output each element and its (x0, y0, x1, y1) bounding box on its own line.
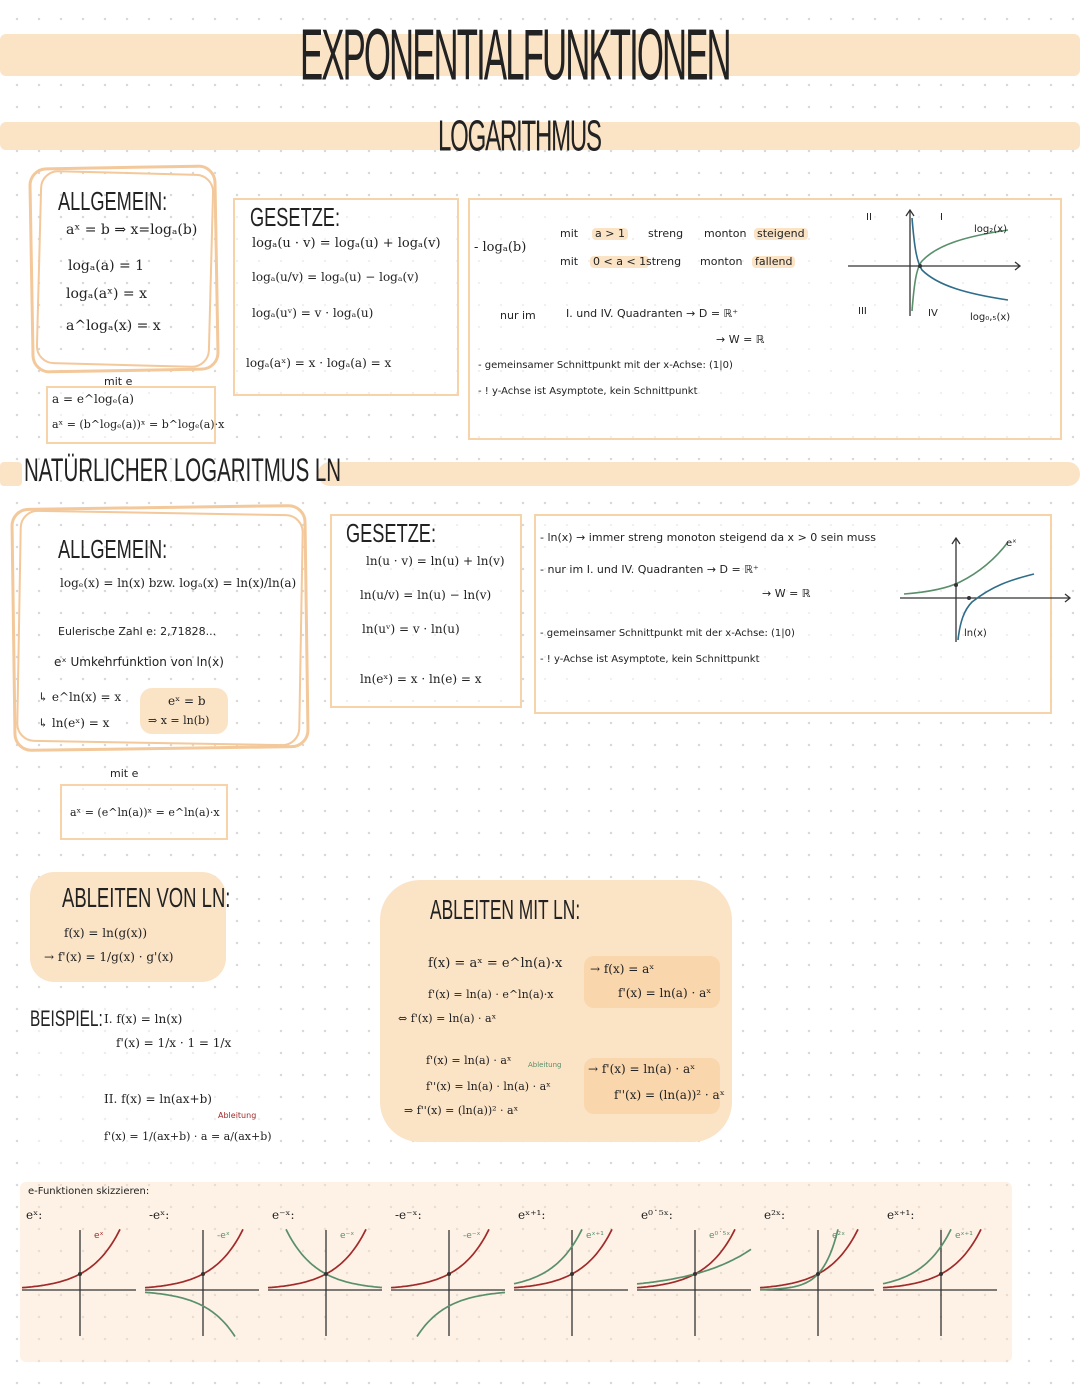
label-log05: log₀,₅(x) (970, 312, 1011, 323)
aml-l2: f'(x) = ln(a) · e^ln(a)·x (428, 988, 554, 1001)
quadrant-II: II (866, 212, 872, 223)
gesetze2-l4: ln(eˣ) = x · ln(e) = x (360, 672, 482, 686)
sketch-curve-variant (286, 1229, 382, 1287)
log-graph (848, 206, 1048, 326)
allgemein-line3: logₐ(aˣ) = x (66, 286, 147, 302)
sketch-row (20, 1204, 1010, 1354)
euler-label: Eulerische Zahl e: 2,71828... (58, 625, 217, 638)
sketch-label-1: eˣ: (26, 1208, 43, 1222)
sketch-label-8: eˣ⁺¹: (887, 1208, 915, 1222)
sketch-label-3: e⁻ˣ: (272, 1208, 295, 1222)
sketch-curve-variant (637, 1249, 751, 1284)
sketch-curve-label-5: eˣ⁺¹ (586, 1231, 604, 1241)
eig2-l1: - ln(x) → immer streng monoton steigend da x > 0 sein muss (540, 531, 876, 544)
sketch-point (324, 1272, 328, 1276)
sketch-label-7: e²ˣ: (764, 1208, 786, 1222)
gesetze2-l2: ln(u/v) = ln(u) − ln(v) (360, 588, 492, 602)
ln-pill-1: eˣ = b (168, 694, 206, 708)
beispiel-b1: I. f(x) = ln(x) (104, 1012, 183, 1026)
ableiten-ln-heading: ABLEITEN VON LN: (62, 882, 231, 913)
allgemein-line6: aˣ = (b^logₑ(a))ˣ = b^logₑ(a)·x (52, 418, 225, 431)
quadranten-label: I. und IV. Quadranten → D = ℝ⁺ (566, 307, 739, 320)
sketch-plot-5 (512, 1228, 632, 1338)
page-title: EXPONENTIALFUNKTIONEN (300, 13, 730, 96)
sketch-label-2: -eˣ: (149, 1208, 170, 1222)
label-lnx: ln(x) (964, 628, 987, 639)
cond-a-gt-1: a > 1 (592, 228, 628, 240)
beispiel-b1d: f'(x) = 1/x · 1 = 1/x (116, 1036, 232, 1050)
gesetze-heading-1: GESETZE: (250, 202, 341, 232)
eig2-l2: - nur im I. und IV. Quadranten → D = ℝ⁺ (540, 563, 759, 576)
streng-2: streng (646, 255, 682, 268)
aml-r2: f'(x) = ln(a) · aˣ (618, 986, 712, 1000)
sketch-curve-ex (22, 1229, 120, 1287)
cond-0-lt-a-lt-1: 0 < a < 1 (590, 256, 649, 268)
allgemein-ln-p1: ↳ e^ln(x) = x (38, 690, 122, 704)
label-log2: log₂(x) (974, 224, 1007, 235)
beispiel-heading: BEISPIEL: (30, 1006, 103, 1031)
monton-2: monton (700, 255, 743, 268)
sketch-label-4: -e⁻ˣ: (395, 1208, 422, 1222)
sketch-curve-label-4: -e⁻ˣ (463, 1231, 481, 1241)
ln-graph (900, 536, 1080, 646)
gesetze1-l1: logₐ(u · v) = logₐ(u) + logₐ(v) (252, 236, 441, 251)
gesetze1-l2: logₐ(u/v) = logₐ(u) − logₐ(v) (252, 270, 419, 284)
quadrant-III: III (858, 306, 867, 317)
sketch-point (816, 1272, 820, 1276)
aml-r1: → f(x) = aˣ (590, 962, 655, 976)
gesetze-heading-2: GESETZE: (346, 518, 437, 548)
gesetze2-l1: ln(u · v) = ln(u) + ln(v) (366, 554, 505, 568)
gesetze2-l3: ln(uᵛ) = v · ln(u) (362, 622, 460, 636)
section-ln-band-left (0, 462, 22, 486)
sketch-curve-label-1: eˣ (94, 1231, 104, 1241)
quadrant-I: I (940, 212, 943, 223)
section-ln-band-right (318, 462, 1080, 486)
steigend-label: steigend (754, 228, 808, 240)
sketch-curve-label-2: -eˣ (217, 1231, 230, 1241)
fallend-label: fallend (752, 256, 795, 268)
ableitung-note-2: Ableitung (528, 1061, 562, 1069)
aml-l6: ⇒ f''(x) = (ln(a))² · aˣ (404, 1104, 519, 1117)
beispiel-b2d: f'(x) = 1/(ax+b) · a = a/(ax+b) (104, 1130, 272, 1143)
streng-1: streng (648, 227, 684, 240)
sketch-plot-1 (20, 1228, 140, 1338)
sketch-plot-4 (389, 1228, 509, 1338)
gesetze1-l3: logₐ(uᵛ) = v · logₐ(u) (252, 306, 374, 320)
mit-label-1: mit (560, 227, 579, 240)
sketch-curve-label-7: e²ˣ (832, 1231, 846, 1241)
sketch-curve-variant (417, 1293, 505, 1337)
allgemein-line1: aˣ = b ⇒ x=logₐ(b) (66, 222, 198, 238)
gesetze1-l4: logₐ(aˣ) = x · logₐ(a) = x (246, 356, 392, 370)
sketch-plot-7 (758, 1228, 878, 1338)
wertebereich-label: → W = ℝ (716, 333, 765, 346)
nur-im-label: nur im (500, 309, 536, 322)
sketch-curve-label-3: e⁻ˣ (340, 1231, 355, 1241)
aml-l1: f(x) = aˣ = e^ln(a)·x (428, 956, 563, 971)
allgemein-line2: logₐ(a) = 1 (68, 258, 145, 274)
asymptote-label-1: - ! y-Achse ist Asymptote, kein Schnittpunkt (478, 386, 698, 397)
allgemein-ln-l1: logₑ(x) = ln(x) bzw. logₐ(x) = ln(x)/ln(a) (60, 576, 297, 590)
mit-label-2: mit (560, 255, 579, 268)
sketch-label-5: eˣ⁺¹: (518, 1208, 546, 1222)
ableiten-ln-fp: → f'(x) = 1/g(x) · g'(x) (44, 950, 174, 964)
allgemein-heading: ALLGEMEIN: (58, 186, 168, 216)
umkehr-label: eˣ Umkehrfunktion von ln(x) (54, 655, 224, 669)
sketch-point (447, 1272, 451, 1276)
sketch-point (693, 1272, 697, 1276)
ableiten-ln-f: f(x) = ln(g(x)) (64, 926, 147, 940)
eig2-l5: - ! y-Achse ist Asymptote, kein Schnittpunkt (540, 654, 760, 665)
aml-l3: ⇔ f'(x) = ln(a) · aˣ (398, 1012, 497, 1025)
ableiten-mit-ln-heading: ABLEITEN MIT LN: (430, 894, 581, 925)
allgemein-line4: a^logₐ(x) = x (66, 318, 161, 334)
logab-label: - logₐ(b) (474, 240, 527, 255)
page-subtitle: LOGARITHMUS (438, 112, 601, 161)
skizzen-heading: e-Funktionen skizzieren: (28, 1186, 150, 1197)
sketch-curve-label-6: e⁰˙⁵ˣ (709, 1231, 731, 1241)
sketch-curve-variant (145, 1292, 235, 1336)
sketch-plot-8 (881, 1228, 1001, 1338)
sketch-point (78, 1272, 82, 1276)
sketch-plot-6 (635, 1228, 755, 1338)
mit-e-label-2: mit e (110, 767, 139, 780)
monton-1: monton (704, 227, 747, 240)
ableitung-note-1: Ableitung (218, 1111, 257, 1120)
aml-r3: → f'(x) = ln(a) · aˣ (588, 1062, 696, 1076)
allgemein-ln-heading: ALLGEMEIN: (58, 534, 168, 564)
sketch-point (939, 1272, 943, 1276)
aml-l5: f''(x) = ln(a) · ln(a) · aˣ (426, 1080, 551, 1093)
sketch-plot-3 (266, 1228, 386, 1338)
aml-r4: f''(x) = (ln(a))² · aˣ (614, 1088, 725, 1102)
eig2-l3: → W = ℝ (762, 587, 811, 600)
allgemein-ln-p2: ↳ ln(eˣ) = x (38, 716, 110, 730)
eig2-l4: - gemeinsamer Schnittpunkt mit der x-Achse: (1|0) (540, 628, 795, 639)
quadrant-IV: IV (928, 308, 938, 319)
sketch-label-6: e⁰˙⁵ˣ: (641, 1208, 673, 1222)
mit-e-label-1: mit e (104, 375, 133, 388)
beispiel-b2: II. f(x) = ln(ax+b) (104, 1092, 212, 1106)
ln-pill-2: ⇒ x = ln(b) (148, 714, 210, 727)
allgemein-ln-ax: aˣ = (e^ln(a))ˣ = e^ln(a)·x (70, 806, 220, 819)
section-ln-title: NATÜRLICHER LOGARITMUS LN (24, 452, 342, 488)
allgemein-line5: a = e^logₑ(a) (52, 392, 134, 406)
aml-l4: f'(x) = ln(a) · aˣ (426, 1054, 512, 1067)
sketch-plot-2 (143, 1228, 263, 1338)
label-ex: eˣ (1006, 538, 1017, 549)
schnittpunkt-label-1: - gemeinsamer Schnittpunkt mit der x-Achse: (1|0) (478, 360, 733, 371)
sketch-point (201, 1272, 205, 1276)
sketch-point (570, 1272, 574, 1276)
sketch-curve-label-8: eˣ⁺¹ (955, 1231, 973, 1241)
